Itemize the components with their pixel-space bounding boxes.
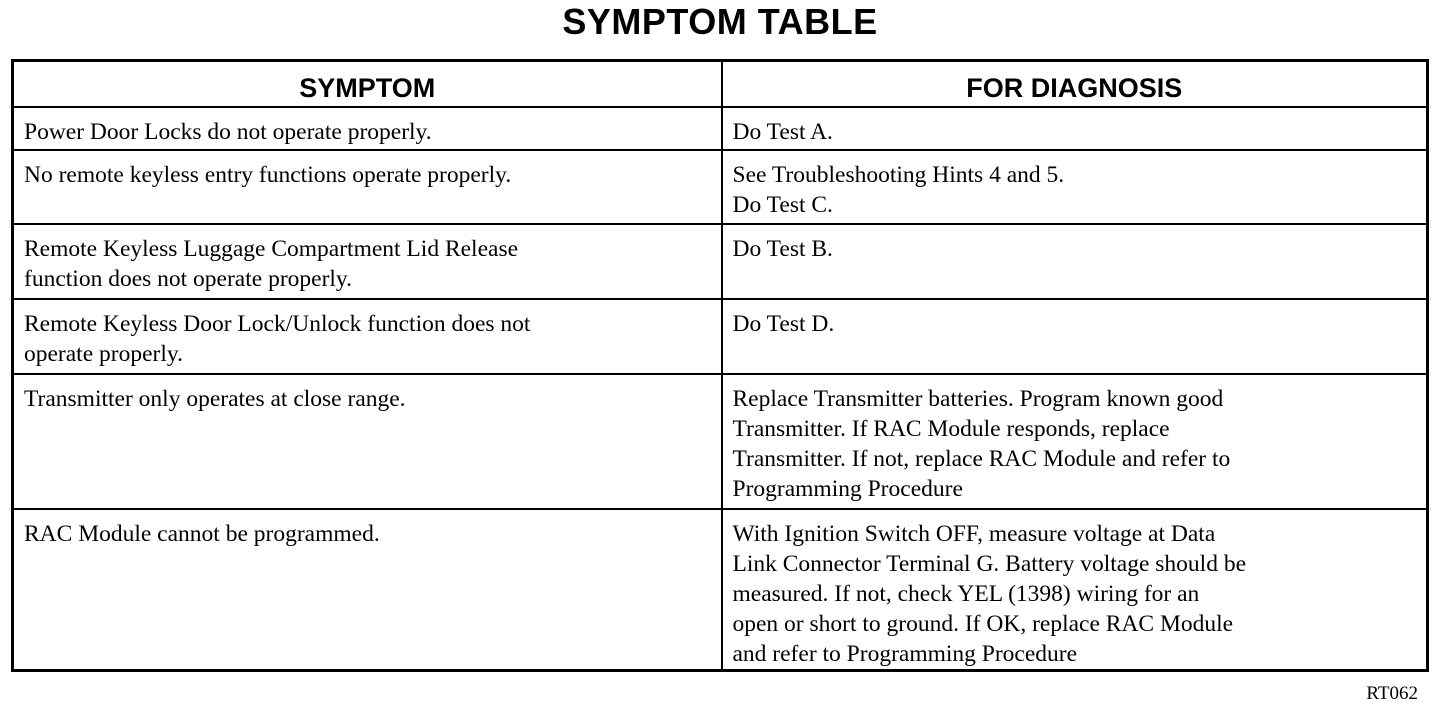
diagnosis-text: With Ignition Switch OFF, measure voltage at Data	[732, 520, 1216, 547]
symptom-cell	[13, 374, 722, 509]
diagnosis-text: open or short to ground. If OK, replace RAC Module	[732, 610, 1234, 637]
symptom-cell	[13, 224, 722, 299]
symptom-table	[11, 59, 1429, 672]
symptom-text: Power Door Locks do not operate properly.	[24, 118, 432, 145]
diagnosis-text: Do Test D.	[732, 310, 835, 337]
diagnosis-cell	[722, 509, 1428, 671]
diagnosis-text: Replace Transmitter batteries. Program known good	[732, 385, 1224, 412]
diagnosis-text: Transmitter. If RAC Module responds, replace	[732, 415, 1170, 442]
table-row	[13, 107, 1428, 150]
diagnosis-cell	[722, 150, 1428, 224]
symptom-cell	[13, 509, 722, 671]
symptom-text: Remote Keyless Luggage Compartment Lid Release	[24, 235, 519, 262]
symptom-text: operate properly.	[24, 340, 183, 367]
diagnosis-text: and refer to Programming Procedure	[732, 640, 1078, 667]
page-title: SYMPTOM TABLE	[562, 1, 878, 42]
diagnosis-text: Transmitter. If not, replace RAC Module and refer to	[732, 445, 1231, 472]
symptom-cell	[13, 299, 722, 374]
diagnosis-cell	[722, 299, 1428, 374]
table-row	[13, 299, 1428, 374]
figure-code: RT062	[1366, 683, 1418, 704]
symptom-text: Transmitter only operates at close range.	[24, 385, 406, 412]
diagnosis-text: See Troubleshooting Hints 4 and 5.	[732, 161, 1065, 188]
table-row	[13, 374, 1428, 509]
diagnosis-text: Do Test A.	[732, 118, 833, 145]
diagnosis-text: Link Connector Terminal G. Battery voltage should be	[732, 550, 1247, 577]
diagnosis-cell	[722, 224, 1428, 299]
symptom-text: function does not operate properly.	[24, 265, 353, 292]
symptom-cell	[13, 107, 722, 150]
symptom-cell	[13, 150, 722, 224]
diagnosis-text: Do Test B.	[732, 235, 833, 262]
symptom-text: RAC Module cannot be programmed.	[24, 520, 380, 547]
diagnosis-text: measured. If not, check YEL (1398) wiring for an	[732, 580, 1200, 607]
diagnosis-column-header: FOR DIAGNOSIS	[722, 61, 1428, 107]
symptom-text: No remote keyless entry functions operate properly.	[24, 161, 512, 188]
table-row	[13, 509, 1428, 671]
table-row	[13, 150, 1428, 224]
diagnosis-text: Programming Procedure	[732, 475, 963, 502]
table-row	[13, 224, 1428, 299]
symptom-text: Remote Keyless Door Lock/Unlock function does not	[24, 310, 531, 337]
diagnosis-cell	[722, 374, 1428, 509]
diagnosis-cell	[722, 107, 1428, 150]
symptom-column-header: SYMPTOM	[13, 61, 722, 107]
diagnosis-text: Do Test C.	[732, 191, 833, 218]
table-header-row	[13, 61, 1428, 107]
